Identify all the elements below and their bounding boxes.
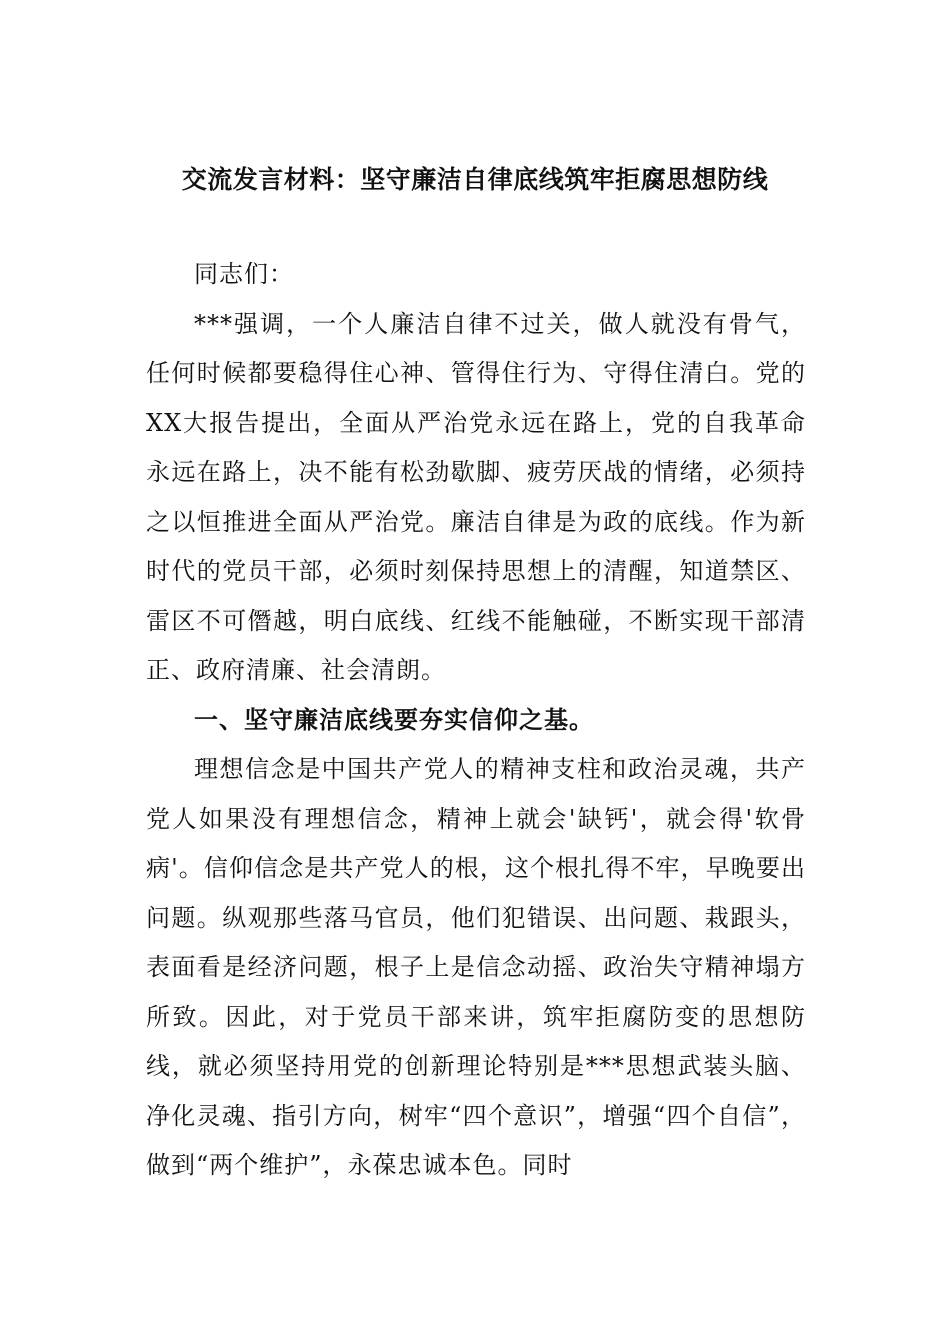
document-body (146, 250, 806, 1191)
body-paragraph-1: ***强调，一个人廉洁自律不过关，做人就没有骨气，任何时候都要稳得住心神、管得住行为、守得住清白。党的XX大报告提出，全面从严治党永远在路上，党的自我革命永远在路上，决不能有松劲歇脚、疲劳厌战的情绪，必须持之以恒推进全面从严治党。廉洁自律是为政的底线。作为新时代的党员干部，必须时刻保持思想上的清醒，知道禁区、雷区不可僭越，明白底线、红线不能触碰，不断实现干部清正、政府清廉、社会清朗。 (146, 309, 806, 684)
body-paragraph-2: 理想信念是中国共产党人的精神支柱和政治灵魂，共产党人如果没有理想信念，精神上就会'缺钙'，就会得'软骨病'。信仰信念是共产党人的根，这个根扎得不牢，早晚要出问题。纵观那些落马官员，他们犯错误、出问题、栽跟头，表面看是经济问题，根子上是信念动摇、政治失守精神塌方所致。因此，对于党员干部来讲，筑牢拒腐防变的思想防线，就必须坚持用党的创新理论特别是***思想武装头脑、净化灵魂、指引方向，树牢“四个意识”，增强“四个自信”，做到“两个维护”，永葆忠诚本色。同时 (146, 755, 806, 1179)
section-heading-1: 一、坚守廉洁底线要夯实信仰之基。 (194, 705, 594, 734)
document-title: 交流发言材料：坚守廉洁自律底线筑牢拒腐思想防线 (181, 165, 769, 194)
salutation: 同志们： (194, 260, 294, 288)
